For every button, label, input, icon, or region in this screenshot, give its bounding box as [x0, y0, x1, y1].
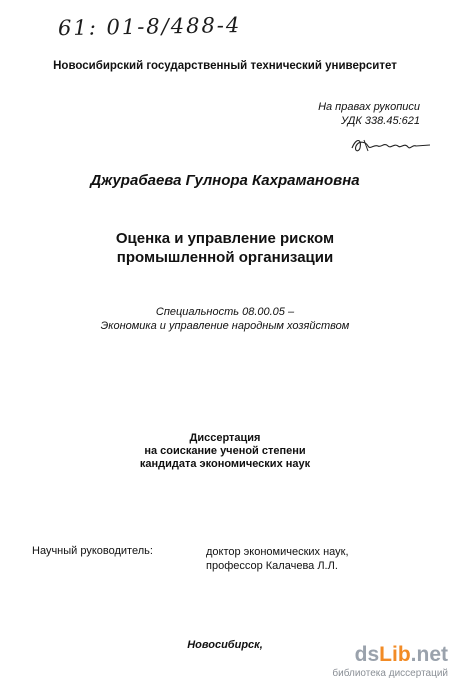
advisor-details [206, 545, 349, 573]
advisor-degree: доктор экономических наук, [206, 546, 349, 558]
thesis-label: Диссертация [189, 432, 261, 444]
logo-lib: Lib [379, 643, 411, 666]
thesis-type-block [0, 432, 450, 471]
title-line-1: Оценка и управление риском [115, 230, 335, 247]
advisor-name: профессор Калачева Л.Л. [206, 560, 338, 572]
advisor-label: Научный руководитель: [32, 545, 153, 557]
dslib-logo [318, 643, 448, 667]
author-name: Джурабаева Гулнора Кахрамановна [90, 172, 360, 189]
rights-label: На правах рукописи [318, 101, 420, 113]
signature-image [350, 134, 432, 156]
city-name: Новосибирск, [187, 639, 263, 651]
university-name: Новосибирский государственный технический университет [53, 60, 397, 72]
degree-name: кандидата экономических наук [139, 458, 311, 470]
title-line-2: промышленной организации [116, 249, 334, 266]
manuscript-rights-block [290, 100, 440, 128]
specialty-code: Специальность 08.00.05 – [155, 306, 295, 318]
handwritten-catalog-code: 61: 01-8/488-4 [57, 12, 242, 41]
specialty-block [0, 305, 450, 333]
dslib-watermark [318, 643, 448, 689]
udc-code: УДК 338.45:621 [340, 115, 420, 127]
logo-net: .net [410, 643, 448, 666]
degree-line: на соискание ученой степени [144, 445, 306, 457]
watermark-subtitle: библиотека диссертаций [332, 668, 448, 679]
dissertation-title [0, 229, 450, 267]
logo-ds: ds [354, 643, 380, 666]
specialty-name: Экономика и управление народным хозяйством [100, 320, 350, 332]
